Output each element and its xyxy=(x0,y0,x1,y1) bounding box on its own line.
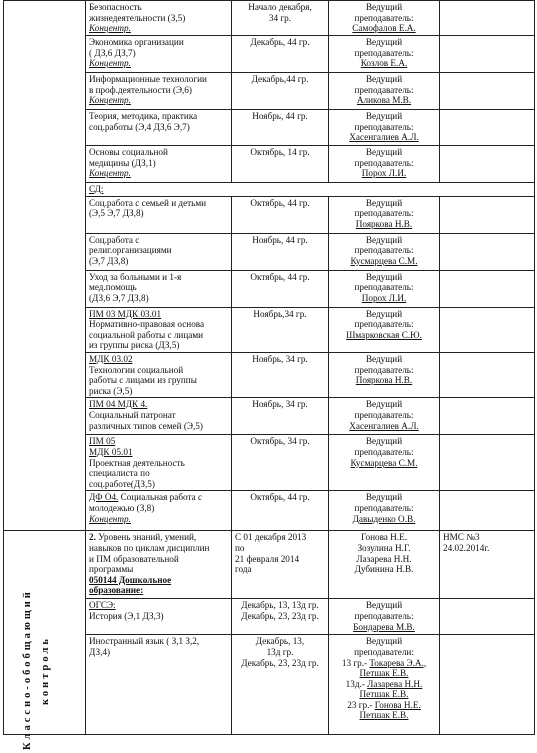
lead-cell xyxy=(329,36,440,73)
side-cell xyxy=(4,1,86,531)
text-line: Декабрь, 23, 23д гр. xyxy=(241,610,319,621)
teacher-name: Порох Л.И. xyxy=(361,168,407,179)
lead-cell xyxy=(329,635,440,735)
control-plan-table xyxy=(3,0,535,735)
time-cell xyxy=(232,531,329,599)
text-line: Экономика организации xyxy=(89,37,184,47)
result-cell xyxy=(440,352,535,397)
lead-cell xyxy=(329,233,440,270)
result-cell xyxy=(440,491,535,531)
text-line: С 01 декабря 2013 xyxy=(235,532,307,543)
text-line: Соц.работа с xyxy=(89,234,140,245)
lead-cell xyxy=(329,1,440,36)
text-line: Ноябрь, 44 гр. xyxy=(252,234,308,245)
teacher-name: Хасенгалиев А.Л. xyxy=(349,132,419,143)
text-line: 34 гр. xyxy=(268,12,292,23)
time-cell xyxy=(232,1,329,36)
lead-cell xyxy=(329,196,440,233)
time-cell xyxy=(232,398,329,435)
text-line: Ноябрь, 34 гр. xyxy=(252,353,308,364)
text-line: мед.помощь xyxy=(89,282,137,293)
text-line: Ведущий xyxy=(365,308,403,319)
text-line: 24.02.2014г. xyxy=(443,542,490,553)
result-cell xyxy=(440,1,535,36)
text-line: Ноябрь,34 гр. xyxy=(253,308,307,319)
text-line: (Э,7 ДЗ,8) xyxy=(89,255,129,266)
text-line: специалиста по xyxy=(89,468,150,479)
subject-cell: ДФ О4. Социальная работа с молодежью (З,8) Концентр. xyxy=(86,491,232,531)
subject-cell xyxy=(86,146,232,183)
lead-cell xyxy=(329,352,440,397)
text-line: Нормативно-правовая основа xyxy=(89,319,205,330)
subject-cell xyxy=(86,352,232,397)
text-line: Социальный патронат xyxy=(89,409,176,420)
text-line: Ведущий xyxy=(365,492,403,503)
text-line: Октябрь, 34 гр. xyxy=(250,436,310,447)
teacher-name: Пояркова Н.В. xyxy=(355,218,413,229)
result-cell xyxy=(440,435,535,491)
teacher-entry: 13 гр.- Токарева Э.А., xyxy=(341,657,427,668)
text-line: Безопасность xyxy=(89,2,142,12)
lead-cell xyxy=(329,599,440,635)
time-cell xyxy=(232,146,329,183)
teacher-name: Козлов Е.А. xyxy=(360,58,408,69)
teacher-name: Давыденко О.В. xyxy=(352,513,416,524)
text-line: Ведущий xyxy=(365,234,403,245)
result-cell xyxy=(440,36,535,73)
text-line: преподаватель: xyxy=(354,47,414,58)
text-line: медицины (ДЗ,1) xyxy=(89,157,156,168)
text-line: Соц.работа с семьей и детьми xyxy=(89,197,207,208)
result-cell xyxy=(440,531,535,599)
text-line: Гонова Н.Е. xyxy=(360,532,408,543)
teacher-name: Порох Л.И. xyxy=(361,292,407,303)
text-line: Теория, методика, практика xyxy=(89,111,198,121)
time-cell xyxy=(232,233,329,270)
text-line: Ведущий xyxy=(365,111,403,121)
text-line: преподаватель: xyxy=(354,12,414,23)
text-line: Уход за больными и 1-я xyxy=(89,271,182,282)
time-cell xyxy=(232,635,329,735)
subject-cell xyxy=(86,635,232,735)
teacher-name: Пояркова Н.В. xyxy=(355,375,413,386)
text-line: Декабрь, 44 гр. xyxy=(250,37,310,47)
time-cell xyxy=(232,73,329,110)
module-code: ПМ 05 xyxy=(89,436,116,447)
text-line: преподаватель: xyxy=(354,208,414,219)
text-line: Ведущий xyxy=(365,436,403,447)
teacher-name: Кусмарцева С.М. xyxy=(350,255,418,266)
concentr-tag: Концентр. xyxy=(89,23,131,34)
text-line: Октябрь, 44 гр. xyxy=(250,492,310,503)
lead-cell xyxy=(329,73,440,110)
text-line: по xyxy=(235,542,245,553)
text-line: Дубинина Н.В. xyxy=(354,564,414,575)
subject-cell xyxy=(86,233,232,270)
text-line: преподаватель: xyxy=(354,610,414,621)
time-cell xyxy=(232,491,329,531)
text-line: Декабрь,44 гр. xyxy=(251,74,309,84)
text-line: Ведущий xyxy=(365,2,403,12)
concentr-tag: Концентр. xyxy=(89,58,131,69)
concentr-tag: Концентр. xyxy=(89,95,131,106)
time-cell xyxy=(232,270,329,307)
lead-cell xyxy=(329,110,440,146)
text-line: года xyxy=(235,564,252,575)
module-code: ПМ 04 МДК 4. xyxy=(89,399,148,410)
text-line: преподаватель: xyxy=(354,319,414,330)
lead-cell xyxy=(329,435,440,491)
result-cell xyxy=(440,307,535,352)
time-cell xyxy=(232,196,329,233)
text-line: ДЗ,4) xyxy=(89,646,111,657)
subject-cell xyxy=(86,398,232,435)
result-cell xyxy=(440,233,535,270)
time-cell xyxy=(232,307,329,352)
text-line: Октябрь, 44 гр. xyxy=(250,197,310,208)
text-line: Декабрь, 23, 23д гр. xyxy=(241,657,319,668)
teacher-name: Хасенгалиев А.Л. xyxy=(349,420,419,431)
lead-cell xyxy=(329,398,440,435)
text-line: ( ДЗ,6 ДЗ,7) xyxy=(89,47,136,58)
section2-title-cell: 2. Уровень знаний, умений, навыков по циклам дисциплин и ПМ образовательной программы 050144 Дошкольное образование: xyxy=(86,531,232,599)
text-line: из группы риска (ДЗ,5) xyxy=(89,340,180,351)
text-line: Ведущий xyxy=(365,600,403,611)
text-line: преподаватель: xyxy=(354,157,414,168)
text-line: Декабрь, 13, xyxy=(255,636,305,647)
table-row xyxy=(4,1,535,36)
text-line: 21 февраля 2014 xyxy=(235,553,300,564)
text-line: жизнедеятельности (З,5) xyxy=(89,12,186,23)
module-code: МДК 05.01 xyxy=(89,446,133,457)
text-line: Основы социальной xyxy=(89,147,168,157)
result-cell xyxy=(440,196,535,233)
text-line: Ведущий xyxy=(365,37,403,47)
time-cell xyxy=(232,36,329,73)
text-line: социальной работы с лицами xyxy=(89,329,204,340)
text-line: в проф.деятельности (Э,6) xyxy=(89,84,192,95)
text-line: Технологии социальной xyxy=(89,364,184,375)
result-cell xyxy=(440,110,535,146)
sd-header-cell: СД: xyxy=(86,183,535,197)
text-line: (ДЗ,6 Э,7 ДЗ,8) xyxy=(89,292,149,303)
lead-cell xyxy=(329,307,440,352)
text-line: преподаватель: xyxy=(354,121,414,132)
text-line: преподаватель: xyxy=(354,282,414,293)
text-line: Октябрь, 44 гр. xyxy=(250,271,310,282)
text-line: Ведущий xyxy=(365,271,403,282)
time-cell xyxy=(232,352,329,397)
text-line: работы с лицами из группы xyxy=(89,375,197,386)
subject-cell xyxy=(86,307,232,352)
module-code: МДК 03.02 xyxy=(89,353,133,364)
module-code: ПМ 03 МДК 03.01 xyxy=(89,308,162,319)
text-line: преподаватель: xyxy=(354,502,414,513)
section-side-label: Классно-обобщающий контроль xyxy=(22,589,51,750)
text-line: Ведущий xyxy=(365,636,403,647)
lead-cell xyxy=(329,146,440,183)
section2-header-row xyxy=(4,531,535,599)
text-line: Иностранный язык ( З,1 З,2, xyxy=(89,636,200,647)
text-line: НМС №3 xyxy=(443,532,480,543)
text-line: соц.работе(ДЗ,5) xyxy=(89,478,155,489)
subject-cell xyxy=(86,435,232,491)
time-cell xyxy=(232,599,329,635)
subject-cell: ОГСЭ: История (Э,1 ДЗ,3) xyxy=(86,599,232,635)
text-line: соц.работы (Э,4 ДЗ,6 Э,7) xyxy=(89,121,190,132)
time-cell xyxy=(232,110,329,146)
subject-cell xyxy=(86,73,232,110)
concentr-tag: Концентр. xyxy=(89,168,131,179)
text-line: преподаватель: xyxy=(354,84,414,95)
text-line: преподаватель: xyxy=(354,446,414,457)
text-line: различных типов семей (Э,5) xyxy=(89,420,203,431)
lead-cell xyxy=(329,491,440,531)
text-line: Декабрь, 13, 13д гр. xyxy=(241,600,319,611)
text-line: преподаватели: xyxy=(354,646,414,657)
subject-cell xyxy=(86,36,232,73)
text-line: (Э,5 Э,7 ДЗ,8) xyxy=(89,208,144,219)
subject-cell xyxy=(86,270,232,307)
text-line: Ноябрь, 44 гр. xyxy=(252,111,308,121)
result-cell xyxy=(440,146,535,183)
text-line: преподаватель: xyxy=(354,409,414,420)
text-line: Проектная деятельность xyxy=(89,457,185,468)
teacher-name: Кусмарцева С.М. xyxy=(350,457,418,468)
subject-cell xyxy=(86,1,232,36)
text-line: Лазарева Н.Н. xyxy=(356,553,412,564)
lead-cell xyxy=(329,270,440,307)
teacher-entry: 23 гр.- Гонова Н.Е. xyxy=(347,699,421,710)
result-cell xyxy=(440,635,535,735)
text-line: Октябрь, 14 гр. xyxy=(250,147,310,157)
teacher-name: Бондарева М.В. xyxy=(353,621,415,632)
text-line: риска (Э,5) xyxy=(89,385,133,396)
text-line: Начало декабря, xyxy=(248,2,312,12)
text-line: религ.организациями xyxy=(89,245,172,256)
text-line: Ведущий xyxy=(365,399,403,410)
teacher-name: Аликова М.В. xyxy=(356,95,412,106)
teacher-entry: 13д.- Лазарева Н.Н. xyxy=(345,678,423,689)
subject-cell xyxy=(86,110,232,146)
concentr-tag: Концентр. xyxy=(89,513,131,524)
teacher-name: Шмарковская С.Ю. xyxy=(346,329,422,340)
result-cell xyxy=(440,599,535,635)
text-line: Зозулина Н.Г. xyxy=(357,542,411,553)
text-line: Ноябрь, 34 гр. xyxy=(252,399,308,410)
result-cell xyxy=(440,73,535,110)
lead-cell xyxy=(329,531,440,599)
text-line: преподаватель: xyxy=(354,364,414,375)
result-cell xyxy=(440,270,535,307)
teacher-entry: Петшак Е.В. xyxy=(359,668,409,679)
text-line: Ведущий xyxy=(365,197,403,208)
text-line: Ведущий xyxy=(365,353,403,364)
result-cell xyxy=(440,398,535,435)
text-line: Информационные технологии xyxy=(89,74,207,84)
time-cell xyxy=(232,435,329,491)
teacher-entry: Петшак Е.В. xyxy=(359,689,409,700)
text-line: преподаватель: xyxy=(354,245,414,256)
teacher-entry: Петшак Е.В. xyxy=(359,710,409,721)
text-line: Ведущий xyxy=(365,74,403,84)
subject-cell xyxy=(86,196,232,233)
text-line: Ведущий xyxy=(365,147,403,157)
text-line: 13д гр. xyxy=(266,646,294,657)
teacher-name: Самофалов Е.А. xyxy=(352,23,416,34)
